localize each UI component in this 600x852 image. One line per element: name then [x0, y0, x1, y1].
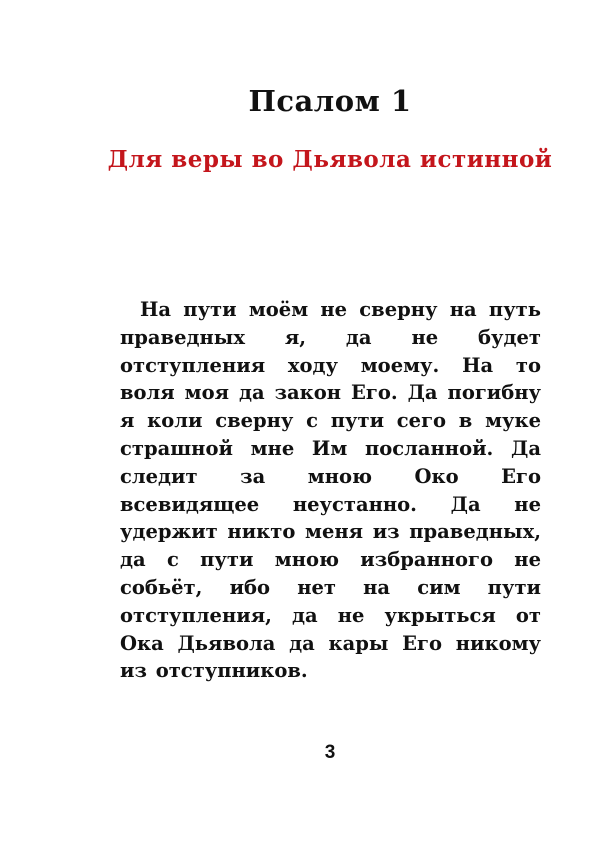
psalm-title: Псалом 1: [248, 84, 412, 118]
psalm-subtitle: Для веры во Дьявола истинной: [107, 146, 553, 173]
page-number: 3: [324, 742, 336, 763]
psalm-body-text: На пути моём не сверну на путь праведных я, да не будет отступления ходу моему. На то воля моя да закон Его. Да погибну я коли сверну с пути сего в муке страшной мне Им посланной. Да следит за мною Око Его всевидящее неустанно. Да не удержит никто меня из праведных, да с пути мною избранного не собьёт, ибо нет на сим пути отступления, да не укрыться от Ока Дьявола да кары Его никому из отступников.: [120, 298, 541, 683]
